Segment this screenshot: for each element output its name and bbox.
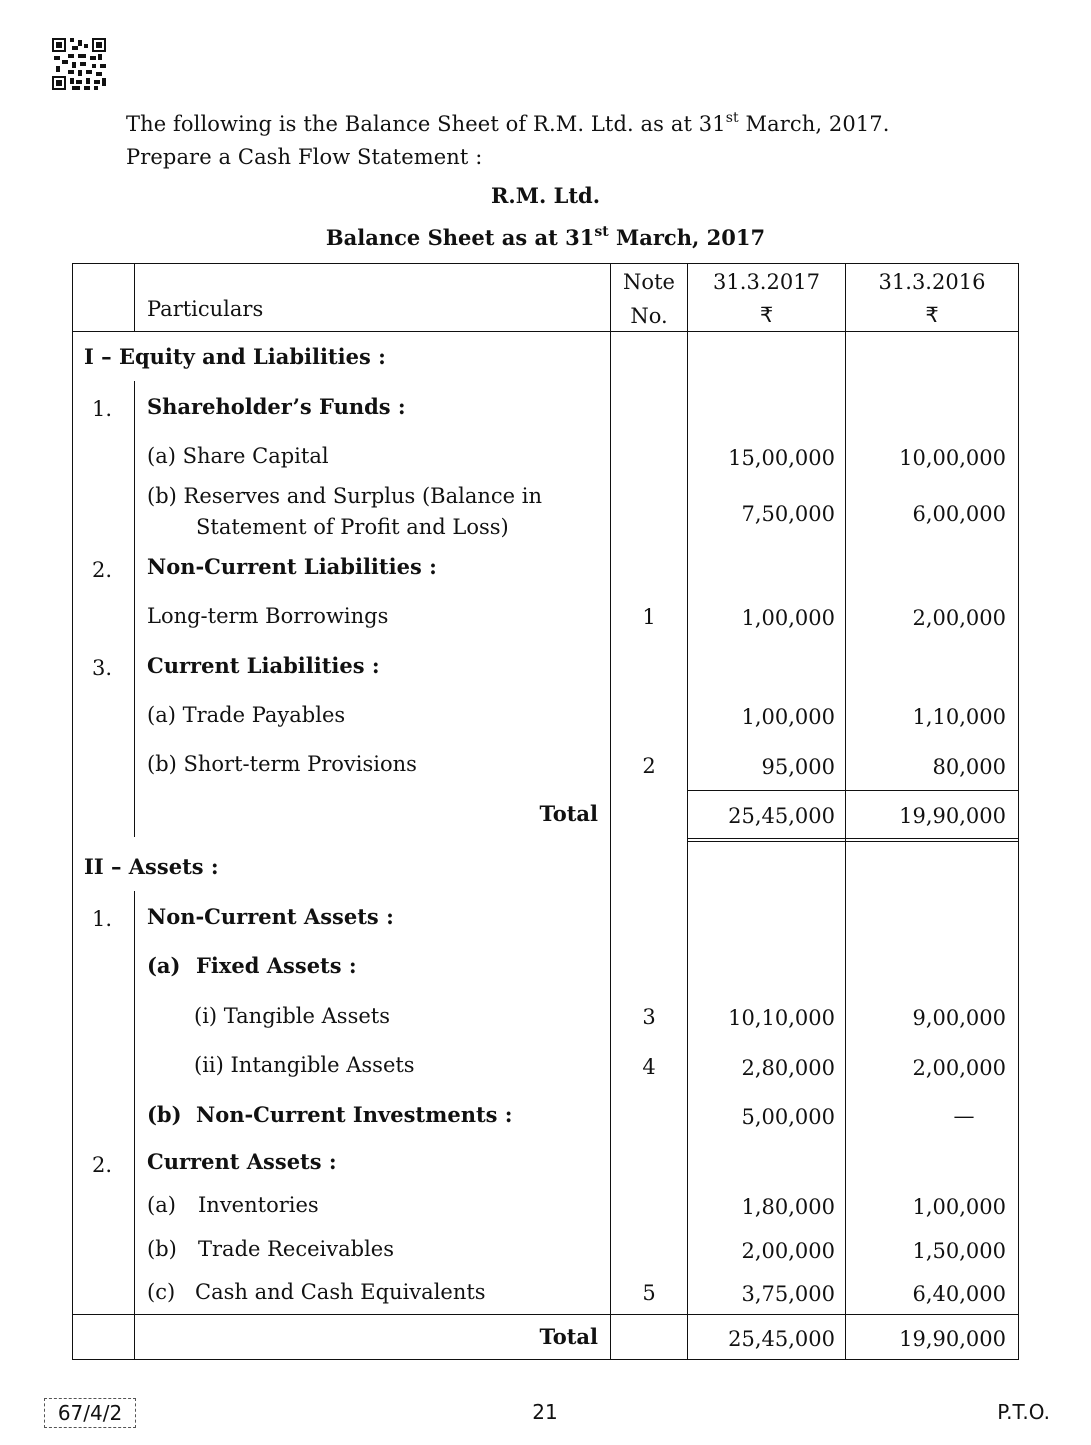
pto-label: P.T.O. xyxy=(997,1400,1050,1424)
note-number: 2 xyxy=(642,754,656,778)
value-2017: 2,00,000 xyxy=(741,1239,835,1263)
question-text xyxy=(126,108,1006,174)
header-note-line1: Note xyxy=(623,270,675,294)
sub-title-non-current-investments: Non-Current Investments : xyxy=(196,1102,513,1127)
column-divider xyxy=(610,263,611,1359)
value-2017: 1,80,000 xyxy=(741,1195,835,1219)
value-2017: 7,50,000 xyxy=(741,502,835,526)
item-prefix: (c) xyxy=(147,1280,176,1304)
value-2017: 15,00,000 xyxy=(728,446,835,470)
value-2017: 2,80,000 xyxy=(741,1056,835,1080)
header-rule xyxy=(72,331,1018,332)
note-number: 3 xyxy=(642,1005,656,1029)
value-2016: 2,00,000 xyxy=(912,606,1006,630)
value-2017: 95,000 xyxy=(761,755,835,779)
group-title-current-assets: Current Assets : xyxy=(147,1149,337,1174)
group-title-non-current-assets: Non-Current Assets : xyxy=(147,904,394,929)
value-2017: 10,10,000 xyxy=(728,1006,835,1030)
row-label-tangible-assets: (i) Tangible Assets xyxy=(194,1004,390,1028)
value-2016-nil: — xyxy=(953,1104,975,1128)
value-2016: 1,50,000 xyxy=(912,1239,1006,1263)
row-label-intangible-assets: (ii) Intangible Assets xyxy=(194,1053,415,1077)
group-number: 2. xyxy=(92,558,113,582)
item-prefix: (b) xyxy=(147,1237,177,1261)
group-number: 1. xyxy=(92,397,113,421)
balance-sheet-table xyxy=(72,263,1019,1360)
value-2016: 6,40,000 xyxy=(912,1282,1006,1306)
qr-code-icon xyxy=(52,38,106,90)
header-particulars: Particulars xyxy=(147,297,264,321)
page-number: 21 xyxy=(532,1400,558,1424)
paper-code: 67/4/2 xyxy=(44,1398,136,1428)
header-2016-date: 31.3.2016 xyxy=(878,270,986,294)
row-label-inventories: Inventories xyxy=(198,1193,319,1217)
value-2016: 10,00,000 xyxy=(899,446,1006,470)
sub-prefix: (a) xyxy=(147,953,181,978)
group-number: 1. xyxy=(92,907,113,931)
header-note-line2: No. xyxy=(630,304,668,328)
row-label-reserves-line1: (b) Reserves and Surplus (Balance in xyxy=(147,484,542,508)
total-2016: 19,90,000 xyxy=(899,804,1006,828)
total-rule xyxy=(72,1314,1018,1315)
row-label-reserves-line2: Statement of Profit and Loss) xyxy=(196,515,509,539)
value-2017: 3,75,000 xyxy=(741,1282,835,1306)
value-2016: 1,10,000 xyxy=(912,705,1006,729)
column-divider xyxy=(134,891,135,1359)
value-2016: 9,00,000 xyxy=(912,1006,1006,1030)
total-2017: 25,45,000 xyxy=(728,804,835,828)
note-number: 4 xyxy=(642,1055,656,1079)
value-2017: 5,00,000 xyxy=(741,1105,835,1129)
sub-title-fixed-assets: Fixed Assets : xyxy=(196,953,357,978)
row-label-trade-payables: (a) Trade Payables xyxy=(147,703,346,727)
group-number: 3. xyxy=(92,656,113,680)
row-label-cash-equivalents: Cash and Cash Equivalents xyxy=(195,1280,486,1304)
sub-prefix: (b) xyxy=(147,1102,182,1127)
row-label-short-term-provisions: (b) Short-term Provisions xyxy=(147,752,417,776)
company-name: R.M. Ltd. xyxy=(490,183,601,208)
header-2017-unit: ₹ xyxy=(759,303,774,327)
column-divider xyxy=(134,381,135,837)
question-line-1: The following is the Balance Sheet of R.M. Ltd. as at 31st March, 2017. xyxy=(126,110,890,136)
section-heading-assets: II – Assets : xyxy=(84,854,219,879)
value-2017: 1,00,000 xyxy=(741,606,835,630)
question-line-2: Prepare a Cash Flow Statement : xyxy=(126,145,483,169)
balance-sheet-title: Balance Sheet as at 31st March, 2017 xyxy=(325,224,766,250)
value-2016: 80,000 xyxy=(932,755,1006,779)
group-number: 2. xyxy=(92,1153,113,1177)
value-2016: 6,00,000 xyxy=(912,502,1006,526)
total-label: Total xyxy=(539,1324,598,1349)
total-2017: 25,45,000 xyxy=(728,1327,835,1351)
row-label-long-term-borrowings: Long-term Borrowings xyxy=(147,604,389,628)
value-2017: 1,00,000 xyxy=(741,705,835,729)
total-2016: 19,90,000 xyxy=(899,1327,1006,1351)
group-title-non-current-liabilities: Non-Current Liabilities : xyxy=(147,554,437,579)
group-title-shareholders-funds: Shareholder’s Funds : xyxy=(147,394,406,419)
column-divider xyxy=(134,263,135,331)
note-number: 5 xyxy=(642,1281,656,1305)
header-2017-date: 31.3.2017 xyxy=(713,270,820,294)
value-2016: 1,00,000 xyxy=(912,1195,1006,1219)
value-2016: 2,00,000 xyxy=(912,1056,1006,1080)
total-double-rule xyxy=(687,838,1018,842)
section-heading-equity-liabilities: I – Equity and Liabilities : xyxy=(84,344,386,369)
item-prefix: (a) xyxy=(147,1193,176,1217)
row-label-share-capital: (a) Share Capital xyxy=(147,444,329,468)
row-label-trade-receivables: Trade Receivables xyxy=(198,1237,395,1261)
group-title-current-liabilities: Current Liabilities : xyxy=(147,653,380,678)
header-2016-unit: ₹ xyxy=(925,303,939,327)
total-label: Total xyxy=(539,801,598,826)
subtotal-rule xyxy=(687,790,1018,791)
note-number: 1 xyxy=(642,605,656,629)
